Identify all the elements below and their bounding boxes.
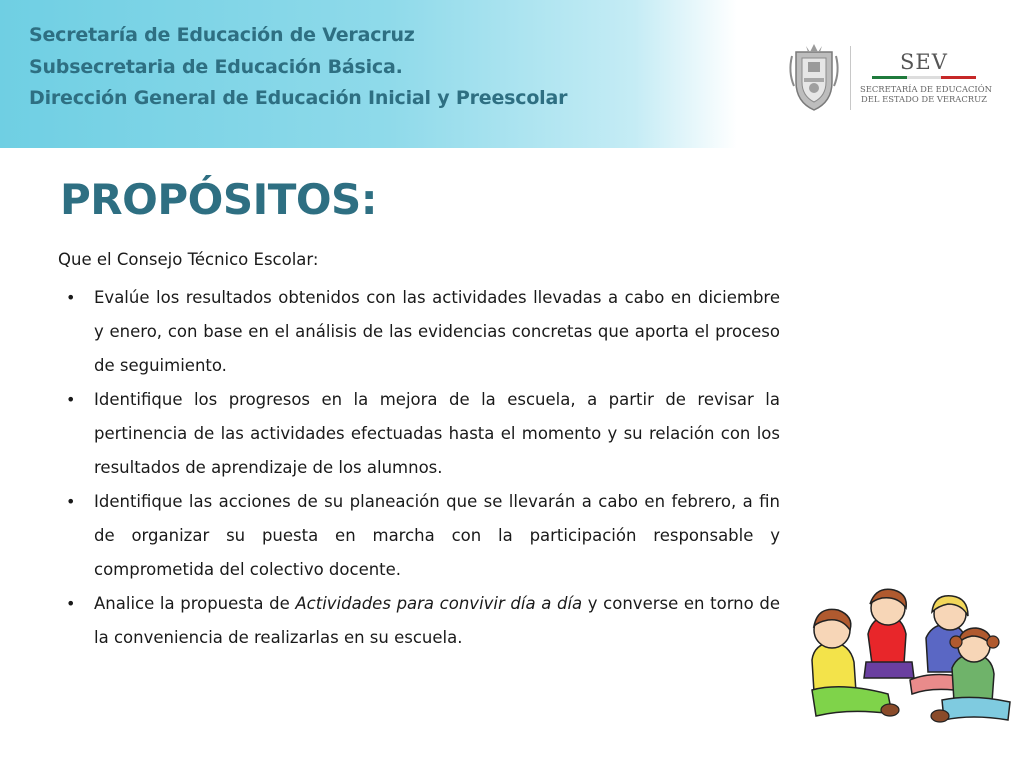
intro-text: Que el Consejo Técnico Escolar: <box>58 250 319 269</box>
purpose-item <box>58 383 780 485</box>
purpose-item-text: Evalúe los resultados obtenidos con las actividades llevadas a cabo en diciembre y enero, con base en el análisis de las evidencias concretas que aporta el proceso de seguimiento. <box>94 288 780 375</box>
coat-of-arms-icon <box>784 42 844 114</box>
purpose-item-text-start: Analice la propuesta de <box>94 594 296 613</box>
child-figure <box>864 589 914 678</box>
page-title: PROPÓSITOS: <box>60 175 378 224</box>
purpose-list <box>58 281 780 655</box>
sev-logo-abbreviation: SEV <box>900 50 948 74</box>
header-line-direccion: Dirección General de Educación Inicial y Preescolar <box>29 87 568 109</box>
logo-divider <box>850 46 851 110</box>
bullet-icon: • <box>66 390 76 409</box>
header-line-subsecretaria: Subsecretaria de Educación Básica. <box>29 55 403 78</box>
sev-logo <box>780 40 990 116</box>
purpose-item-text-end: y converse en torno de la conveniencia de realizarlas en su escuela. <box>94 594 780 647</box>
purpose-item <box>58 485 780 587</box>
purpose-item-text: Identifique las acciones de su planeación que se llevarán a cabo en febrero, a fin de organizar su puesta en marcha con la participación responsable y comprometida del colectivo docente. <box>94 492 780 579</box>
purpose-item <box>58 587 780 655</box>
header-institution-text <box>29 20 567 115</box>
bullet-icon: • <box>66 492 76 511</box>
header-line-secretaria: Secretaría de Educación de Veracruz <box>29 24 415 46</box>
activities-title: Actividades para convivir día a día <box>295 594 583 613</box>
sev-logo-subtitle <box>860 84 992 104</box>
purpose-item-text: Identifique los progresos en la mejora de la escuela, a partir de revisar la pertinencia de las actividades efectuadas hasta el momento y su relación con los resultados de aprendizaje de los alumnos. <box>94 390 780 477</box>
bullet-icon: • <box>66 594 76 613</box>
purpose-item-text <box>94 587 780 655</box>
children-sitting-in-circle-illustration <box>802 582 1020 732</box>
sev-subtitle-line-1: SECRETARÍA DE EDUCACIÓN <box>860 84 992 94</box>
sev-subtitle-line-2: DEL ESTADO DE VERACRUZ <box>861 94 987 104</box>
bullet-icon: • <box>66 288 76 307</box>
purpose-item <box>58 281 780 383</box>
sev-flag-bar <box>872 76 976 79</box>
